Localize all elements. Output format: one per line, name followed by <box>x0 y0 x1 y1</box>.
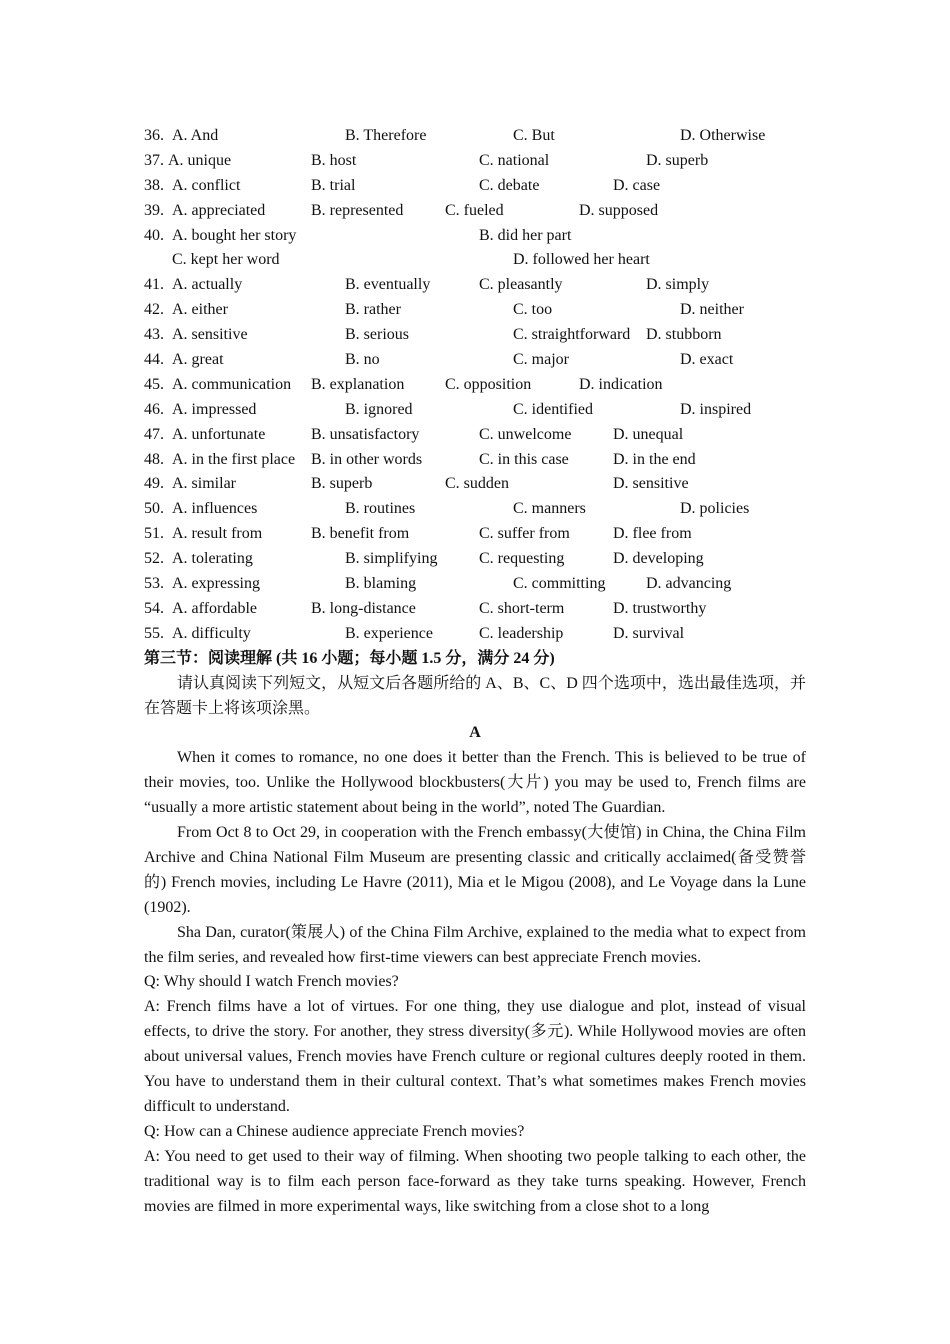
question-row <box>144 448 806 473</box>
option-c: C. pleasantly <box>479 276 563 294</box>
option-d: D. exact <box>680 351 734 369</box>
option-a: A. expressing <box>172 575 260 593</box>
question-row <box>144 124 806 149</box>
question-number: 45. <box>144 375 164 393</box>
question-row <box>144 348 806 373</box>
option-b: B. in other words <box>311 450 423 468</box>
option-a: A. in the first place <box>172 450 296 468</box>
option-d: D. advancing <box>646 575 732 593</box>
option-b: B. long-distance <box>311 599 416 617</box>
option-a: A. result from <box>172 525 263 543</box>
question-row <box>144 522 806 547</box>
option-d: D. sensitive <box>613 475 689 493</box>
option-b: B. benefit from <box>311 525 410 543</box>
option-b: B. rather <box>345 301 401 319</box>
option-a: A. And <box>172 127 219 144</box>
question-number: 40. <box>144 226 164 244</box>
option-d: D. simply <box>646 276 710 294</box>
option-c: C. committing <box>513 575 606 593</box>
option-b: B. trial <box>311 176 356 194</box>
option-c: C. identified <box>513 400 593 418</box>
question-row <box>144 472 806 497</box>
question-row <box>144 323 806 348</box>
option-c: C. short-term <box>479 599 565 617</box>
section-instructions: 请认真阅读下列短文，从短文后各题所给的 A、B、C、D 四个选项中，选出最佳选项，并在答题卡上将该项涂黑。 <box>144 674 806 717</box>
question-number: 55. <box>144 624 164 642</box>
passage-paragraph: From Oct 8 to Oct 29, in cooperation with the French embassy(大使馆) in China, the China Film Archive and China National Film Museum are presenting classic and critically acclaimed(备受赞誉的) French movies, including Le Havre (2011), Mia et le Migou (2008), and Le Voyage dans la Lune (1902). <box>144 824 806 916</box>
option-b: B. did her part <box>479 226 572 244</box>
option-d: D. stubborn <box>646 326 722 344</box>
option-b: B. simplifying <box>345 550 438 568</box>
passage-paragraph: Sha Dan, curator(策展人) of the China Film Archive, explained to the media what to expect from the film series, and revealed how first-time viewers can best appreciate French movies. <box>144 923 806 966</box>
option-b: B. host <box>311 151 357 169</box>
question-list <box>144 124 806 647</box>
question-row-continued <box>144 248 806 273</box>
option-a: A. bought her story <box>172 226 297 244</box>
option-b: B. ignored <box>345 400 413 418</box>
interview-answer: A: French films have a lot of virtues. For one thing, they use dialogue and plot, instead of visual effects, to drive the story. For another, they stress diversity(多元). While Hollywood movies are often about universal values, French movies have French culture or regional cultures deeply rooted in them. You have to understand them in their cultural context. That’s what sometimes makes French movies difficult to understand. <box>144 998 806 1115</box>
question-number: 52. <box>144 550 164 568</box>
question-number: 50. <box>144 500 164 518</box>
question-number: 53. <box>144 575 164 593</box>
question-number: 46. <box>144 400 164 418</box>
option-a: A. tolerating <box>172 550 253 568</box>
passage-label: A <box>469 724 481 742</box>
option-d: D. in the end <box>613 450 696 468</box>
question-number: 47. <box>144 425 164 443</box>
question-number: 44. <box>144 351 164 369</box>
option-a: A. sensitive <box>172 326 248 344</box>
question-row <box>144 398 806 423</box>
option-a: A. conflict <box>172 176 241 194</box>
option-c: C. But <box>513 127 555 144</box>
option-c: C. opposition <box>445 375 532 393</box>
option-c: C. straightforward <box>513 326 631 344</box>
interview-question: Q: Why should I watch French movies? <box>144 973 399 991</box>
option-d: D. inspired <box>680 400 752 418</box>
option-b: B. superb <box>311 475 373 493</box>
option-a: A. either <box>172 301 228 319</box>
question-row <box>144 149 806 174</box>
option-c: C. suffer from <box>479 525 570 543</box>
question-row <box>144 373 806 398</box>
option-d: D. indication <box>579 375 663 393</box>
option-b: B. serious <box>345 326 409 344</box>
interview-answer: A: You need to get used to their way of filming. When shooting two people talking to each other, the traditional way is to film each person face-forward as they take turns speaking. However, French movies are filmed in more experimental ways, like switching from a close shot to a long <box>144 1147 806 1215</box>
option-d: D. policies <box>680 500 750 518</box>
question-number: 48. <box>144 450 164 468</box>
option-a: A. great <box>172 351 224 369</box>
option-b: B. routines <box>345 500 416 518</box>
option-b: B. unsatisfactory <box>311 425 420 443</box>
option-a: A. impressed <box>172 400 257 418</box>
option-d: D. followed her heart <box>513 251 650 269</box>
option-c: C. major <box>513 351 569 369</box>
option-d: D. superb <box>646 151 709 169</box>
question-number: 51. <box>144 525 164 543</box>
question-number: 43. <box>144 326 164 344</box>
option-b: B. eventually <box>345 276 431 294</box>
question-number: 49. <box>144 475 164 493</box>
option-c: C. in this case <box>479 450 569 468</box>
question-number: 42. <box>144 301 164 319</box>
option-b: B. experience <box>345 624 433 642</box>
interview-question: Q: How can a Chinese audience appreciate French movies? <box>144 1122 525 1140</box>
option-d: D. supposed <box>579 201 659 219</box>
option-d: D. flee from <box>613 525 692 543</box>
option-c: C. manners <box>513 500 586 518</box>
option-a: A. affordable <box>172 599 257 617</box>
option-c: C. sudden <box>445 475 509 493</box>
option-d: D. developing <box>613 550 704 568</box>
option-b: B. Therefore <box>345 127 427 144</box>
question-row <box>144 199 806 224</box>
option-a: A. appreciated <box>172 201 266 219</box>
option-a: A. unfortunate <box>172 425 266 443</box>
question-row <box>144 298 806 323</box>
option-d: D. unequal <box>613 425 684 443</box>
question-number: 39. <box>144 201 164 219</box>
question-row <box>144 273 806 298</box>
section-title: 第三节：阅读理解 (共 16 小题；每小题 1.5 分，满分 24 分) <box>144 649 555 667</box>
passage-paragraph: When it comes to romance, no one does it better than the French. This is believed to be true of their movies, too. Unlike the Hollywood blockbusters(大片) you may be used to, French films are “usually a more artistic statement about being in the world”, noted The Guardian. <box>144 749 806 817</box>
option-c: C. leadership <box>479 624 564 642</box>
option-a: A. actually <box>172 276 243 294</box>
question-number: 41. <box>144 276 164 294</box>
question-row <box>144 572 806 597</box>
option-a: A. influences <box>172 500 258 518</box>
document-page <box>144 124 806 1220</box>
option-c: C. kept her word <box>172 251 280 269</box>
option-b: B. no <box>345 351 380 369</box>
option-c: C. debate <box>479 176 540 194</box>
question-row <box>144 224 806 249</box>
option-c: C. national <box>479 151 550 169</box>
option-c: C. requesting <box>479 550 565 568</box>
option-b: B. blaming <box>345 575 417 593</box>
question-row <box>144 597 806 622</box>
question-number: 54. <box>144 599 164 617</box>
question-row <box>144 174 806 199</box>
question-row <box>144 497 806 522</box>
option-a: A. unique <box>168 151 232 169</box>
option-a: A. communication <box>172 375 292 393</box>
question-row <box>144 622 806 647</box>
question-number: 38. <box>144 176 164 194</box>
option-d: D. case <box>613 176 661 194</box>
option-a: A. similar <box>172 475 236 493</box>
question-row <box>144 423 806 448</box>
option-c: C. fueled <box>445 201 504 219</box>
option-c: C. unwelcome <box>479 425 572 443</box>
option-d: D. neither <box>680 301 744 319</box>
option-d: D. survival <box>613 624 685 642</box>
question-number: 37. <box>144 151 164 169</box>
option-c: C. too <box>513 301 553 319</box>
option-d: D. Otherwise <box>680 127 766 144</box>
option-b: B. explanation <box>311 375 405 393</box>
question-row <box>144 547 806 572</box>
question-number: 36. <box>144 127 164 144</box>
option-d: D. trustworthy <box>613 599 707 617</box>
option-a: A. difficulty <box>172 624 251 642</box>
option-b: B. represented <box>311 201 404 219</box>
